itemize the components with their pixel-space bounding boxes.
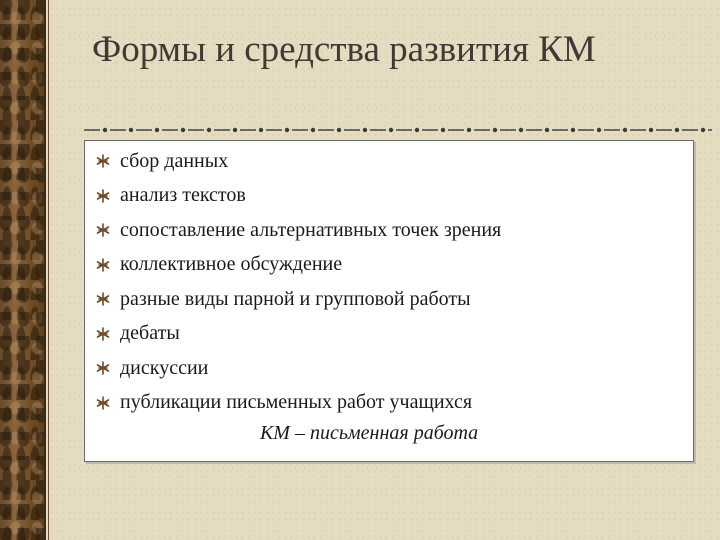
slide-title: Формы и средства развития КМ	[92, 29, 596, 70]
asterisk-bullet-icon	[96, 189, 110, 203]
strip-border-line	[44, 0, 46, 540]
asterisk-bullet-icon	[96, 223, 110, 237]
list-item: сопоставление альтернативных точек зрения	[96, 213, 501, 248]
decorative-side-strip	[0, 0, 44, 540]
asterisk-bullet-icon	[96, 396, 110, 410]
asterisk-bullet-icon	[96, 154, 110, 168]
asterisk-bullet-icon	[96, 361, 110, 375]
asterisk-bullet-icon	[96, 327, 110, 341]
list-item: дискуссии	[96, 351, 501, 386]
list-item: сбор данных	[96, 144, 501, 179]
list-item: публикации письменных работ учащихся	[96, 386, 501, 421]
asterisk-bullet-icon	[96, 292, 110, 306]
list-item: дебаты	[96, 317, 501, 352]
list-item: анализ текстов	[96, 179, 501, 214]
dashed-divider	[84, 127, 712, 133]
bullet-list	[96, 144, 501, 420]
asterisk-bullet-icon	[96, 258, 110, 272]
list-item: коллективное обсуждение	[96, 248, 501, 283]
strip-border-line-inner	[48, 0, 49, 540]
list-item: разные виды парной и групповой работы	[96, 282, 501, 317]
slide-note: КМ – письменная работа	[260, 422, 479, 444]
